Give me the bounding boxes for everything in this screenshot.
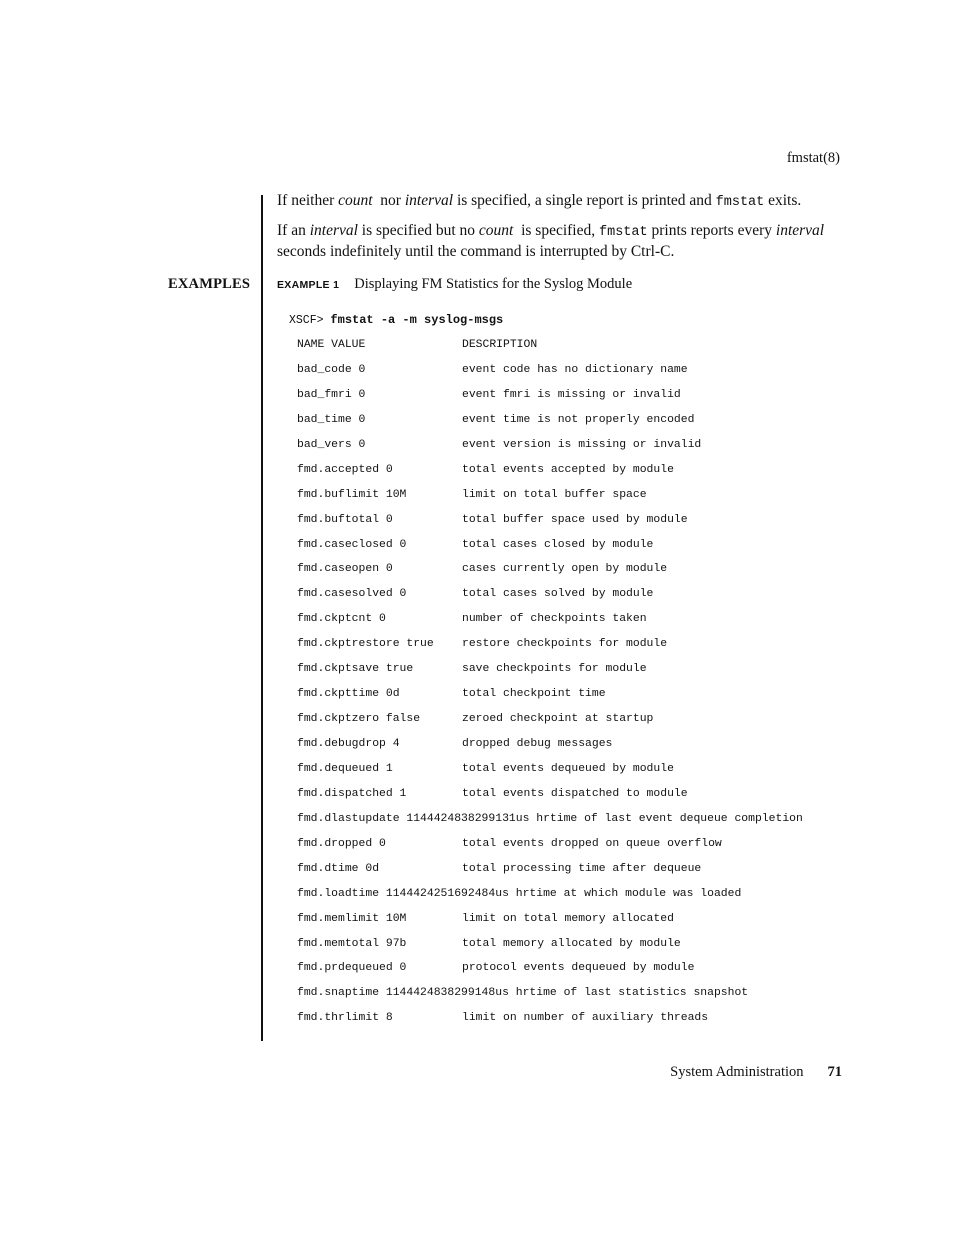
- stat-description: limit on number of auxiliary threads: [462, 1012, 709, 1025]
- stat-description: total events accepted by module: [462, 463, 674, 476]
- stat-name-value: fmd.ckptrestore true: [297, 638, 434, 651]
- stat-description: zeroed checkpoint at startup: [462, 713, 654, 726]
- stat-name-value: fmd.dtime 0d: [297, 862, 380, 875]
- stat-name-value: fmd.ckptcnt 0: [297, 613, 386, 626]
- text: seconds indefinitely until the command is interrupted by Ctrl-C.: [277, 243, 675, 260]
- italic-term: interval: [309, 222, 358, 239]
- example-caption: Displaying FM Statistics for the Syslog Module: [354, 276, 633, 292]
- stat-name-value: fmd.dropped 0: [297, 837, 386, 850]
- stat-description: number of checkpoints taken: [462, 613, 647, 626]
- stat-name-value: fmd.debugdrop 4: [297, 738, 400, 750]
- text: exits.: [764, 192, 802, 209]
- stat-name-value: bad_code 0: [297, 363, 366, 376]
- table-row: [297, 414, 803, 439]
- table-row: [297, 539, 803, 564]
- table-row: [297, 389, 803, 414]
- stat-name-value: fmd.memtotal 97b: [297, 937, 407, 950]
- section-heading-examples: EXAMPLES: [168, 276, 251, 292]
- stats-table: [297, 339, 803, 1037]
- table-row: [297, 613, 803, 638]
- stat-name-value: fmd.dequeued 1: [297, 762, 393, 775]
- command-text: fmstat -a -m syslog-msgs: [330, 313, 504, 327]
- table-row: [297, 938, 803, 963]
- example-caption-line: [277, 276, 632, 293]
- text: is specified, a single report is printed and: [453, 192, 716, 209]
- stat-name-value: fmd.dispatched 1: [297, 787, 407, 800]
- text: is specified,: [513, 222, 599, 239]
- table-row: [297, 913, 803, 938]
- table-row: [297, 788, 803, 813]
- table-row: [297, 888, 803, 913]
- column-header-name-value: NAME VALUE: [297, 339, 366, 351]
- table-row: [297, 738, 803, 763]
- italic-term: count: [478, 222, 514, 239]
- table-row: [297, 1012, 803, 1037]
- table-row: [297, 987, 803, 1012]
- stat-description: protocol events dequeued by module: [462, 962, 695, 975]
- stat-description: event code has no dictionary name: [462, 363, 688, 376]
- table-row: [297, 588, 803, 613]
- table-row: [297, 663, 803, 688]
- table-row: [297, 688, 803, 713]
- table-row: [297, 364, 803, 389]
- column-header-description: DESCRIPTION: [462, 339, 538, 351]
- stat-description: total buffer space used by module: [462, 513, 688, 526]
- table-row: [297, 638, 803, 663]
- stat-name-value: bad_vers 0: [297, 438, 366, 451]
- stat-name-value: bad_fmri 0: [297, 388, 366, 401]
- book-title: System Administration: [670, 1064, 804, 1080]
- stat-description: event time is not properly encoded: [462, 413, 695, 426]
- table-row: [297, 813, 803, 838]
- stat-name-value: fmd.buflimit 10M: [297, 488, 407, 501]
- stat-description: limit on total buffer space: [462, 488, 647, 501]
- command-prompt: XSCF>: [289, 314, 331, 327]
- stat-description: dropped debug messages: [462, 738, 613, 750]
- stat-description: event fmri is missing or invalid: [462, 388, 681, 401]
- stat-description: cases currently open by module: [462, 563, 668, 576]
- stat-name-value: bad_time 0: [297, 413, 366, 426]
- text: If neither: [277, 192, 339, 209]
- paragraph-interval: [277, 221, 847, 261]
- stat-name-value: fmd.ckptzero false: [297, 713, 421, 726]
- table-header-row: [297, 339, 803, 364]
- stat-name-value: fmd.memlimit 10M: [297, 912, 407, 925]
- text: If an: [277, 222, 310, 239]
- inline-code: fmstat: [715, 195, 765, 210]
- table-row: [297, 563, 803, 588]
- stat-description: restore checkpoints for module: [462, 638, 668, 651]
- stat-description: total events dispatched to module: [462, 787, 688, 800]
- stat-description: total cases closed by module: [462, 538, 654, 551]
- text: prints reports every: [647, 222, 776, 239]
- stat-description: total events dropped on queue overflow: [462, 837, 722, 850]
- stat-description: limit on total memory allocated: [462, 912, 674, 925]
- page-footer: [670, 1064, 842, 1081]
- stat-name-value: fmd.dlastupdate 1144424838299131us hrtime of last event dequeue completion: [297, 812, 803, 825]
- stat-name-value: fmd.casesolved 0: [297, 588, 407, 601]
- stat-name-value: fmd.prdequeued 0: [297, 962, 407, 975]
- table-row: [297, 439, 803, 464]
- command-line: [289, 313, 503, 327]
- text: nor: [372, 192, 405, 209]
- table-row: [297, 464, 803, 489]
- stat-description: event version is missing or invalid: [462, 438, 702, 451]
- table-row: [297, 514, 803, 539]
- stat-name-value: fmd.accepted 0: [297, 463, 393, 476]
- inline-code: fmstat: [599, 225, 648, 240]
- stat-description: total checkpoint time: [462, 688, 606, 701]
- stat-name-value: fmd.loadtime 1144424251692484us hrtime at which module was loaded: [297, 887, 742, 900]
- stat-description: total events dequeued by module: [462, 762, 674, 775]
- table-row: [297, 763, 803, 788]
- italic-term: interval: [404, 192, 454, 209]
- stat-description: total cases solved by module: [462, 588, 654, 601]
- stat-name-value: fmd.buftotal 0: [297, 513, 393, 526]
- table-row: [297, 863, 803, 888]
- italic-term: count: [338, 192, 373, 209]
- table-row: [297, 713, 803, 738]
- stat-description: total processing time after dequeue: [462, 862, 702, 875]
- running-header: fmstat(8): [786, 150, 840, 166]
- table-row: [297, 838, 803, 863]
- stat-name-value: fmd.snaptime 1144424838299148us hrtime of last statistics snapshot: [297, 987, 749, 1000]
- text: is specified but no: [357, 222, 479, 239]
- table-row: [297, 962, 803, 987]
- stat-description: save checkpoints for module: [462, 663, 647, 676]
- paragraph-neither: [277, 191, 847, 212]
- example-tag: EXAMPLE 1: [277, 279, 340, 291]
- stat-name-value: fmd.thrlimit 8: [297, 1012, 393, 1025]
- stat-name-value: fmd.ckptsave true: [297, 663, 414, 676]
- margin-rule: [261, 195, 263, 1041]
- stat-name-value: fmd.caseclosed 0: [297, 538, 407, 551]
- page-number: 71: [827, 1064, 842, 1080]
- stat-name-value: fmd.ckpttime 0d: [297, 688, 400, 701]
- italic-term: interval: [775, 222, 825, 239]
- table-row: [297, 489, 803, 514]
- stat-name-value: fmd.caseopen 0: [297, 563, 393, 576]
- stat-description: total memory allocated by module: [462, 937, 681, 950]
